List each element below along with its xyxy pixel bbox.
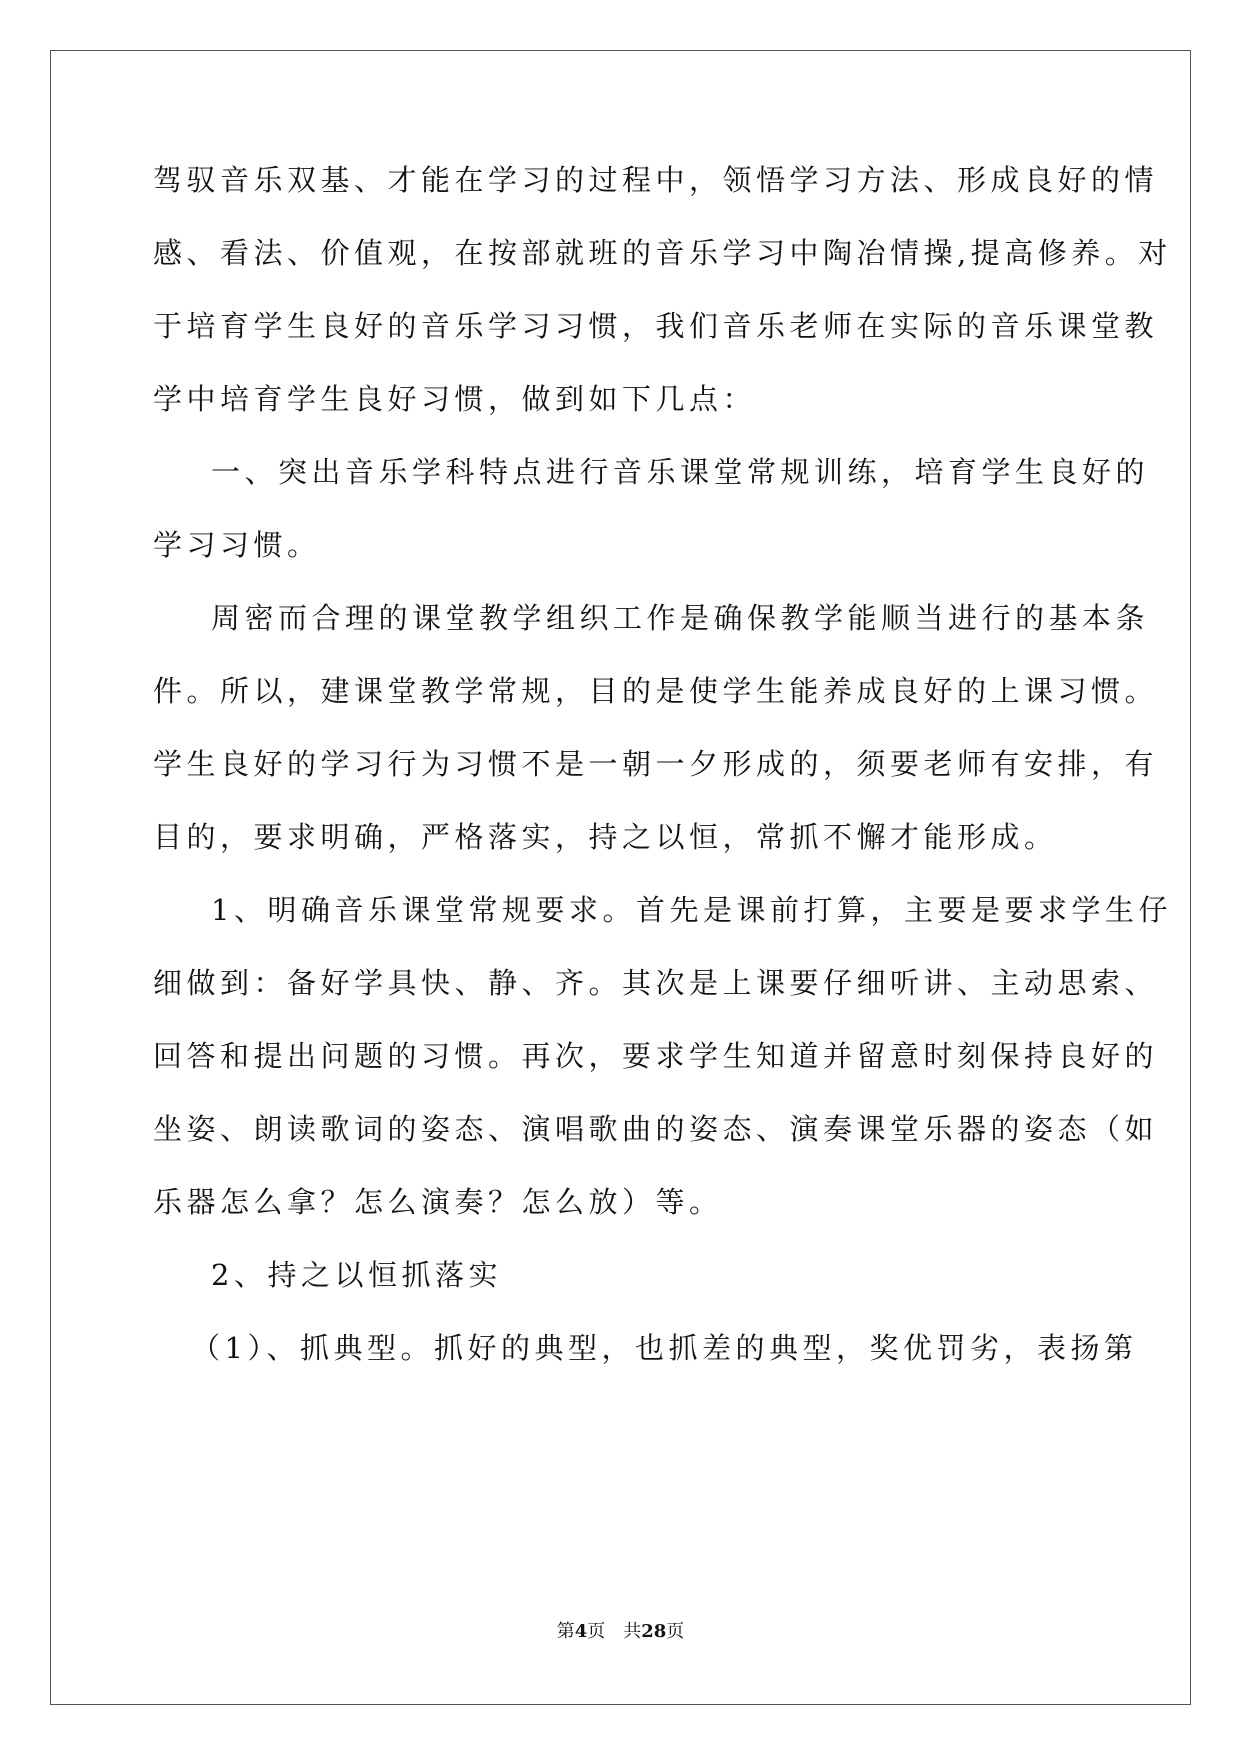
footer-page-prefix: 第	[556, 1621, 575, 1642]
text-line: 细做到：备好学具快、静、齐。其次是上课要仔细听讲、主动思索、	[153, 966, 1159, 1000]
page-border	[50, 50, 1191, 1705]
text-line: 目的，要求明确，严格落实，持之以恒，常抓不懈才能形成。	[153, 820, 1058, 854]
footer-total-pages: 28	[641, 1621, 667, 1642]
text-line: 于培育学生良好的音乐学习习惯，我们音乐老师在实际的音乐课堂教	[153, 309, 1159, 343]
page-footer	[0, 1620, 1241, 1644]
text-line: 驾驭音乐双基、才能在学习的过程中，领悟学习方法、形成良好的情	[153, 163, 1159, 197]
text-line: 乐器怎么拿？怎么演奏？怎么放）等。	[153, 1185, 723, 1219]
text-line: 坐姿、朗读歌词的姿态、演唱歌曲的姿态、演奏课堂乐器的姿态（如	[153, 1112, 1159, 1146]
text-line: 感、看法、价值观，在按部就班的音乐学习中陶冶情操,提高修养。对	[153, 236, 1172, 270]
paragraph-start: 1、明确音乐课堂常规要求。首先是课前打算，主要是要求学生仔	[211, 893, 1172, 927]
text-line: 件。所以，建课堂教学常规，目的是使学生能养成良好的上课习惯。	[153, 674, 1159, 708]
footer-page-suffix: 页	[587, 1621, 606, 1642]
text-line: 回答和提出问题的习惯。再次，要求学生知道并留意时刻保持良好的	[153, 1039, 1159, 1073]
text-line: 学中培育学生良好习惯，做到如下几点：	[153, 382, 757, 416]
paragraph-start: 周密而合理的课堂教学组织工作是确保教学能顺当进行的基本条	[211, 601, 1150, 635]
text-line: 学习习惯。	[153, 528, 321, 562]
text-line: 学生良好的学习行为习惯不是一朝一夕形成的，须要老师有安排，有	[153, 747, 1159, 781]
footer-total-suffix: 页	[666, 1621, 685, 1642]
footer-total-prefix: 共	[623, 1621, 642, 1642]
paragraph-start: （1）、抓典型。抓好的典型，也抓差的典型，奖优罚劣，表扬第	[191, 1331, 1138, 1365]
footer-page-number: 4	[574, 1621, 588, 1642]
section-heading: 一、突出音乐学科特点进行音乐课堂常规训练，培育学生良好的	[211, 455, 1150, 489]
paragraph-start: 2、持之以恒抓落实	[211, 1258, 502, 1292]
